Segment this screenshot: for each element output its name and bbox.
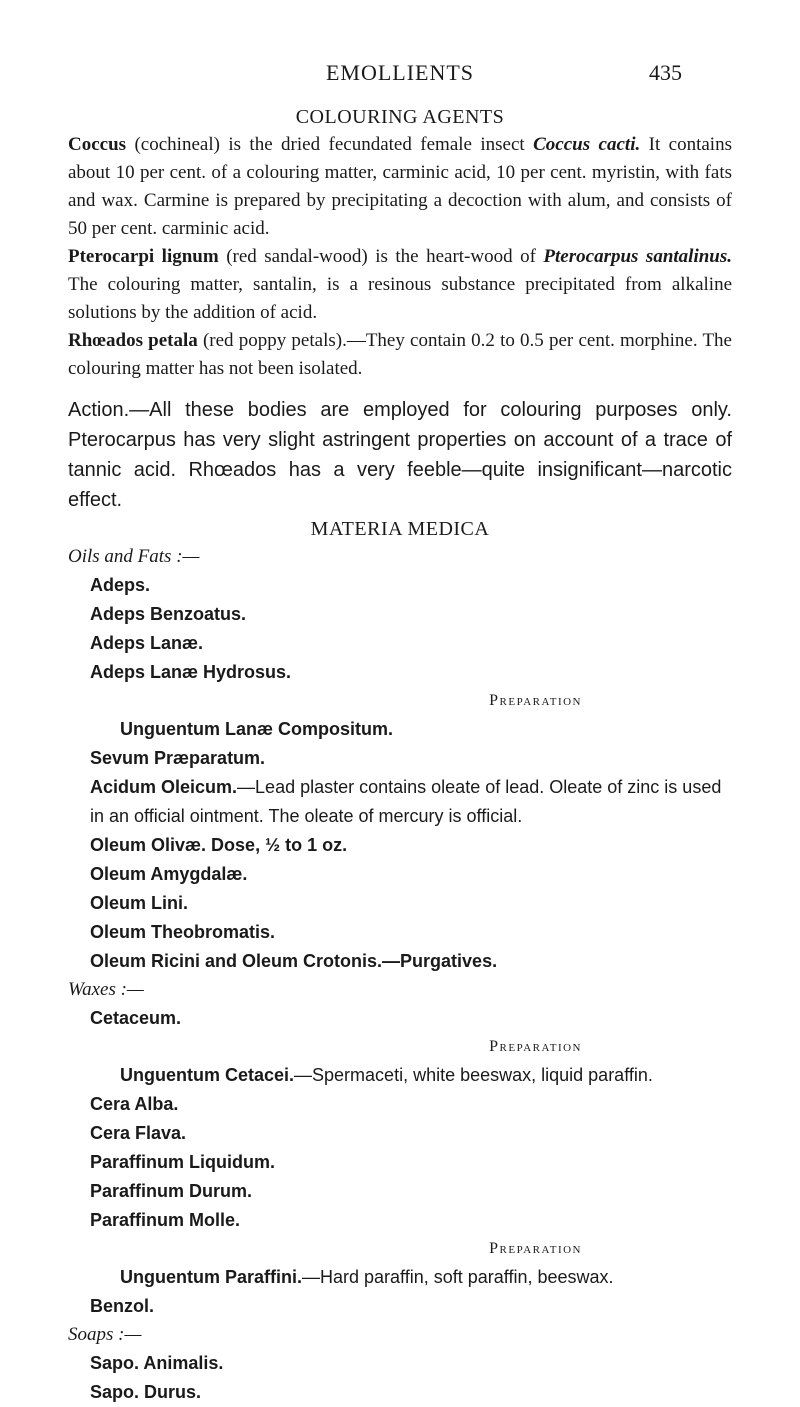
paragraph-action	[68, 395, 732, 515]
group-label-soaps: Soaps :—	[68, 1324, 142, 1345]
list-item: Cetaceum.	[90, 1008, 182, 1028]
coccus-text-1: (cochineal) is the dried fecundated female insect	[126, 134, 534, 155]
group-label-waxes: Waxes :—	[68, 979, 144, 1000]
preparation-item: Unguentum Cetacei.—Spermaceti, white beeswax, liquid paraffin.	[120, 1065, 653, 1085]
running-title: EMOLLIENTS	[325, 60, 475, 85]
page-number: 435	[649, 60, 682, 85]
section-heading-colouring-agents: COLOURING AGENTS	[295, 106, 505, 128]
list-item: Sevum Præparatum.	[90, 748, 266, 768]
page-content	[68, 103, 732, 1407]
preparation-label: Preparation	[489, 1038, 582, 1055]
list-item: Adeps Lanæ.	[90, 633, 204, 653]
paragraph-coccus	[68, 131, 732, 243]
list-item-acidum-oleicum: Acidum Oleicum.—Lead plaster contains oleate of lead. Oleate of zinc is used in an official ointment. The oleate of mercury is official.	[90, 777, 722, 826]
term-pterocarpi: Pterocarpi lignum	[68, 246, 219, 267]
list-item: Sapo. Durus.	[90, 1382, 202, 1402]
list-item: Oleum Theobromatis.	[90, 922, 276, 942]
paragraph-rhoeados	[68, 327, 732, 383]
paragraph-pterocarpi	[68, 243, 732, 327]
list-item: Adeps.	[90, 575, 151, 595]
section-heading-materia-medica: MATERIA MEDICA	[310, 518, 490, 540]
preparation-item: Unguentum Paraffini.—Hard paraffin, soft paraffin, beeswax.	[120, 1267, 614, 1287]
species-coccus: Coccus cacti.	[533, 134, 641, 155]
term-coccus: Coccus	[68, 134, 127, 155]
group-label-oils-and-fats: Oils and Fats :—	[68, 546, 200, 567]
pterocarpi-text-2: The colouring matter, santalin, is a resinous substance precipitated from alkaline solutions by the addition of acid.	[68, 274, 732, 323]
preparation-label: Preparation	[489, 1240, 582, 1257]
action-label: Action.	[68, 399, 130, 421]
list-item: Oleum Lini.	[90, 893, 189, 913]
list-item: Adeps Lanæ Hydrosus.	[90, 662, 292, 682]
list-item: Sapo. Animalis.	[90, 1353, 224, 1373]
list-item: Paraffinum Durum.	[90, 1181, 253, 1201]
pterocarpi-text-1: (red sandal-wood) is the heart-wood of	[218, 246, 544, 267]
list-item: Paraffinum Liquidum.	[90, 1152, 276, 1172]
list-item: Cera Alba.	[90, 1094, 179, 1114]
list-item: Paraffinum Molle.	[90, 1210, 241, 1230]
preparation-label: Preparation	[489, 692, 582, 709]
list-item: Adeps Benzoatus.	[90, 604, 247, 624]
preparation-item: Unguentum Lanæ Compositum.	[120, 719, 393, 739]
species-pterocarpus: Pterocarpus santalinus.	[543, 246, 732, 267]
running-head	[60, 60, 740, 90]
action-text: —All these bodies are employed for colouring purposes only. Pterocarpus has very slight astringent properties on account of a trace of tannic acid. Rhœados has a very feeble—quite insignificant—narcotic effect.	[68, 399, 732, 511]
list-item-oleum-olivae: Oleum Olivæ. Dose, ½ to 1 oz.	[90, 835, 348, 855]
list-item: Cera Flava.	[90, 1123, 187, 1143]
rhoeados-text: (red poppy petals).—They contain 0.2 to 0.5 per cent. morphine. The colouring matter has not been isolated.	[68, 330, 732, 379]
list-item: Benzol.	[90, 1296, 155, 1316]
term-rhoeados: Rhœados petala	[68, 330, 198, 351]
list-item: Oleum Amygdalæ.	[90, 864, 248, 884]
list-item-ricini: Oleum Ricini and Oleum Crotonis.—Purgatives.	[90, 951, 498, 971]
coccus-text-2: It contains about 10 per cent. of a colouring matter, carminic acid, 10 per cent. myristin, with fats and wax. Carmine is prepared by precipitating a decoction with alum, and consists of 50 per cent. carminic acid.	[68, 134, 732, 239]
